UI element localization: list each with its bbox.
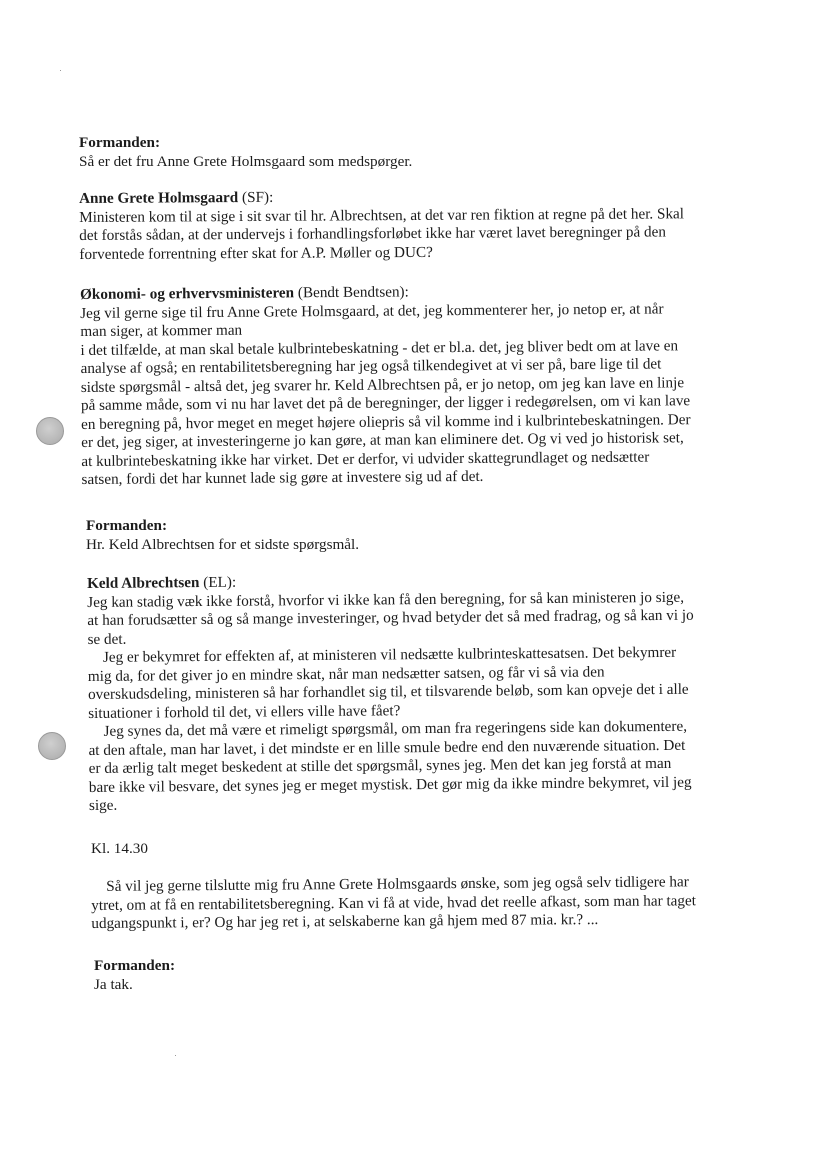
- speech-line: mig da, for det giver jo en mindre skat, når man nedsætter satsen, og får vi så via den: [87, 662, 605, 685]
- speech-line: Jeg vil gerne sige til fru Anne Grete Holmsgaard, at det, jeg kommenterer her, jo netop er, at når: [80, 299, 664, 322]
- speech-block: [80, 281, 772, 490]
- speech-line: analyse af også; en rentabilitetsberegning har jeg også tilkendegivet at vi ser på, bare lige til det: [80, 355, 662, 377]
- speech-block: [94, 957, 784, 994]
- speech-line: ytret, om at få en rentabilitetsberegning. Kan vi få at vide, hvad det reelle afkast, som man har taget: [91, 891, 697, 914]
- speaker-name: Anne Grete Holmsgaard: [79, 189, 239, 207]
- speech-line: det forstås sådan, at der undervejs i forhandlingsforløbet ikke har været lavet beregninger på den: [79, 223, 666, 244]
- speech-line: at kulbrintebeskatning ikke har virket. Det er derfor, vi udvider skattegrundlaget og nedsætter: [81, 448, 650, 470]
- speech-line: at han forudsætter så og så mange investeringer, og hvad betyder det så med fradrag, og så kan vi jo: [87, 606, 694, 629]
- scan-speck: [175, 1055, 176, 1056]
- speech-block: [79, 186, 769, 264]
- speech-line: situationer i forhold til det, vi ellers ville have fået?: [88, 701, 401, 722]
- speaker-name: Formanden:: [94, 957, 175, 974]
- speech-line: at den aftale, man har lavet, i det mindste er en lille smule bedre end den nuværende situation. Det: [88, 736, 686, 759]
- scan-speck: [60, 70, 61, 71]
- speaker-title: (Bendt Bendtsen):: [294, 283, 409, 302]
- speech-line: en beregning på, hvor meget en meget højere oliepris så vil komme ind i kulbrintebeskatningen. Der: [81, 410, 691, 433]
- speech-block: [87, 569, 779, 816]
- speech-line: overskudsdeling, ministeren så har forhandlet sig til, et tilsvarende beløb, som kan opveje det i alle: [87, 680, 689, 703]
- speech-line: sidste spørgsmål - altså det, jeg svarer hr. Keld Albrechtsen på, er jo netop, om jeg kan lave en linje: [80, 373, 685, 396]
- speech-line: er da ærlig talt meget beskedent at stille det spørgsmål, synes jeg. Men det kan jeg forstå at man: [88, 754, 672, 777]
- speech-line: man siger, at kommer man: [80, 321, 243, 340]
- speaker-party: (EL):: [199, 573, 237, 592]
- speech-line: er det, jeg siger, at investeringerne jo kan gøre, at man kan eliminere det. Og vi ved jo historisk set,: [81, 429, 684, 451]
- speech-line: bare ikke vil besvare, det synes jeg er meget mystisk. Det gør mig da ikke mindre bekymret, vil jeg: [88, 773, 692, 796]
- speaker-party: (SF):: [238, 188, 274, 207]
- speech-line: satsen, fordi det har kunnet lade sig gøre at investere sig ud af det.: [81, 467, 484, 488]
- speech-line: Hr. Keld Albrechtsen for et sidste spørgsmål.: [86, 535, 360, 553]
- speaker-name: Formanden:: [86, 517, 167, 534]
- speech-line: Jeg kan stadig væk ikke forstå, hvorfor vi ikke kan få den beregning, for så kan ministeren jo sige,: [87, 588, 685, 611]
- speaker-name: Økonomi- og erhvervsministeren: [80, 284, 295, 303]
- speaker-name: Formanden:: [79, 134, 160, 151]
- speaker-name: Keld Albrechtsen: [87, 574, 200, 592]
- speech-block: [91, 873, 781, 934]
- speech-line: Jeg synes da, det må være et rimeligt spørgsmål, om man fra regeringens side kan dokumentere,: [88, 717, 688, 740]
- speech-line: forventede forrentning efter skat for A.P. Møller og DUC?: [79, 243, 433, 263]
- speech-line: i det tilfælde, at man skal betale kulbrintebeskatning - det er bl.a. det, jeg bliver bedt om at lave en: [80, 336, 679, 359]
- speech-line: Så vil jeg gerne tilslutte mig fru Anne Grete Holmsgaards ønske, som jeg også selv tidligere har: [91, 873, 689, 895]
- speech-line: udgangspunkt i, er? Og har jeg ret i, at selskaberne kan gå hjem med 87 mia. kr.? ...: [91, 911, 599, 932]
- speech-line: Jeg er bekymret for effekten af, at ministeren vil nedsætte kulbrinteskattesatsen. Det bekymrer: [87, 643, 677, 666]
- speech-block: [79, 134, 769, 171]
- speech-block: [86, 517, 776, 554]
- speech-line: sige.: [88, 796, 118, 814]
- punch-hole-bottom: [38, 732, 66, 760]
- speech-line: se det.: [87, 630, 127, 648]
- speech-line: på samme måde, som vi nu har lavet det på de beregninger, der ligger i redegørelsen, om vi kan lave: [80, 392, 691, 414]
- punch-hole-top: [36, 417, 64, 445]
- speech-line: Ministeren kom til at sige i sit svar til hr. Albrechtsen, at det var ren fiktion at regne på det her. Skal: [79, 204, 685, 226]
- timestamp: Kl. 14.30: [91, 840, 148, 857]
- speech-line: Så er det fru Anne Grete Holmsgaard som medspørger.: [79, 152, 413, 170]
- speech-line: Ja tak.: [94, 975, 133, 993]
